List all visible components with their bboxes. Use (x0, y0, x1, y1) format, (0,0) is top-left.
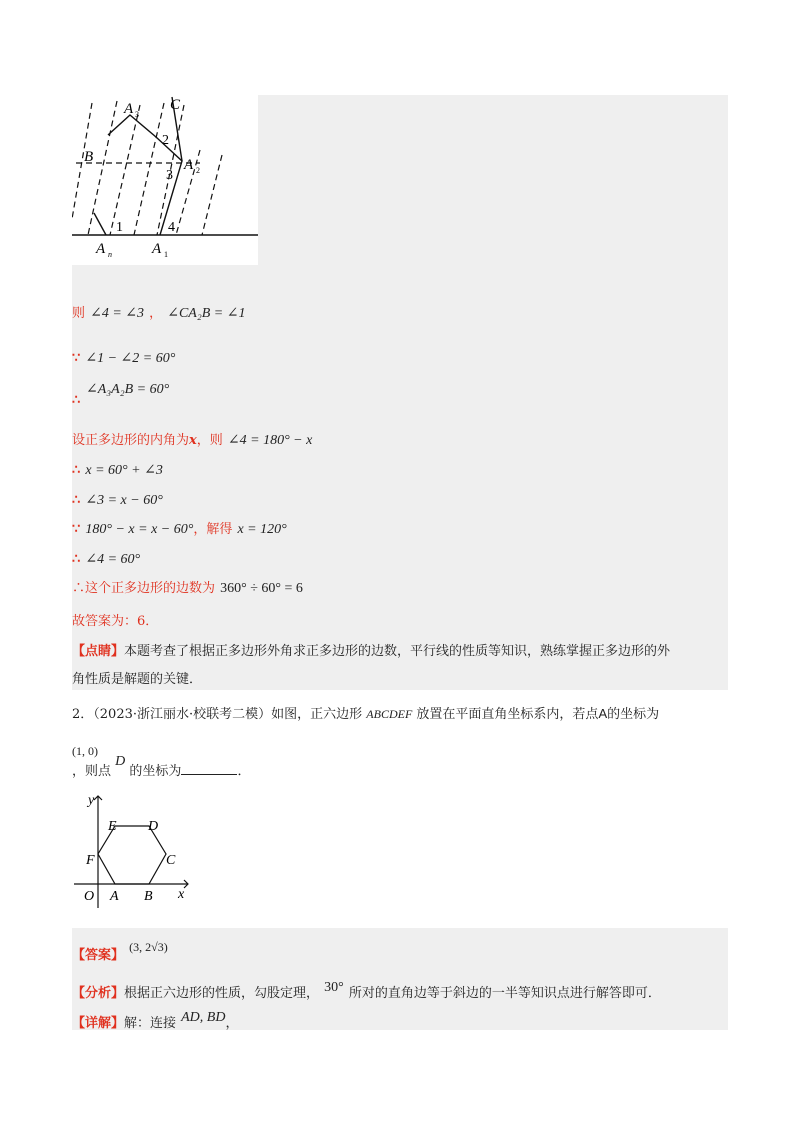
label-A1-sub: 1 (164, 250, 168, 259)
label-A3: A (124, 101, 134, 117)
angle-1-label: 1 (116, 220, 123, 235)
label-F: F (86, 853, 95, 868)
solution-line-3: ∠A₃A₂B = 60° (86, 382, 170, 397)
comment-line-2: 角性质是解题的关键． (72, 672, 203, 687)
label-A: A (110, 889, 119, 904)
solution-line-3-symbol: ∴ (72, 393, 81, 408)
answer-blank (181, 762, 237, 775)
label-A2: A (184, 157, 194, 173)
label-x: x (178, 887, 185, 902)
solution-line-2: ∵ ∠1 − ∠2 = 60° (72, 351, 176, 366)
angle-3-label: 3 (166, 168, 173, 183)
solution-line-9: ∴这个正多边形的边数为 360° ÷ 60° = 6 (72, 581, 303, 596)
label-A3-sub: 3 (135, 110, 139, 119)
label-A2-sub: 2 (196, 166, 200, 175)
label-C: C (166, 853, 176, 868)
comment-line-1: 【点睛】本题考查了根据正多边形外角求正多边形的边数，平行线的性质等知识，熟练掌握正多边形的外 (72, 644, 671, 659)
solution-line-6: ∴ ∠3 = x − 60° (72, 493, 163, 508)
detail-line: 【详解】解：连接 AD, BD， (72, 1010, 239, 1031)
angle-2-label: 2 (162, 133, 169, 148)
label-O: O (84, 889, 95, 904)
hexagon-figure (72, 790, 202, 910)
solution-line-5: ∴ x = 60° + ∠3 (72, 463, 163, 478)
label-A1: A (152, 241, 162, 257)
solution-line-10: 故答案为：6． (72, 614, 159, 629)
polygon-figure (72, 95, 258, 265)
analysis-line: 【分析】根据正六边形的性质，勾股定理， 30° 所对的直角边等于斜边的一半等知识点进行解答即可． (72, 980, 661, 1001)
solution-line-1: 则 ∠4 = ∠3 ， ∠CA₂B = ∠1 (72, 306, 246, 321)
label-y: y (88, 793, 95, 808)
question-2-line-3: ，则点 D 的坐标为 ． (72, 754, 251, 779)
label-C: C (170, 97, 181, 113)
label-An: A (96, 241, 106, 257)
solution-line-7: ∵ 180° − x = x − 60°，解得 x = 120° (72, 522, 287, 537)
angle-4-label: 4 (168, 220, 175, 235)
label-B: B (144, 889, 153, 904)
solution-line-4: 设正多边形的内角为x，则 ∠4 = 180° − x (72, 433, 313, 448)
question-2-line-2: (1, 0) (72, 744, 98, 758)
label-B: B (84, 149, 94, 165)
solution-line-8: ∴ ∠4 = 60° (72, 552, 141, 567)
answer-line: $_{【答案】}$ (3, 2√3) (72, 940, 168, 963)
label-E: E (108, 819, 117, 834)
label-An-sub: n (108, 250, 112, 259)
label-D: D (148, 819, 159, 834)
question-2-line-1: 2．（2023·浙江丽水·校联考二模）如图，正六边形 ABCDEF 放置在平面直角坐标系内，若点A的坐标为 (72, 706, 660, 722)
